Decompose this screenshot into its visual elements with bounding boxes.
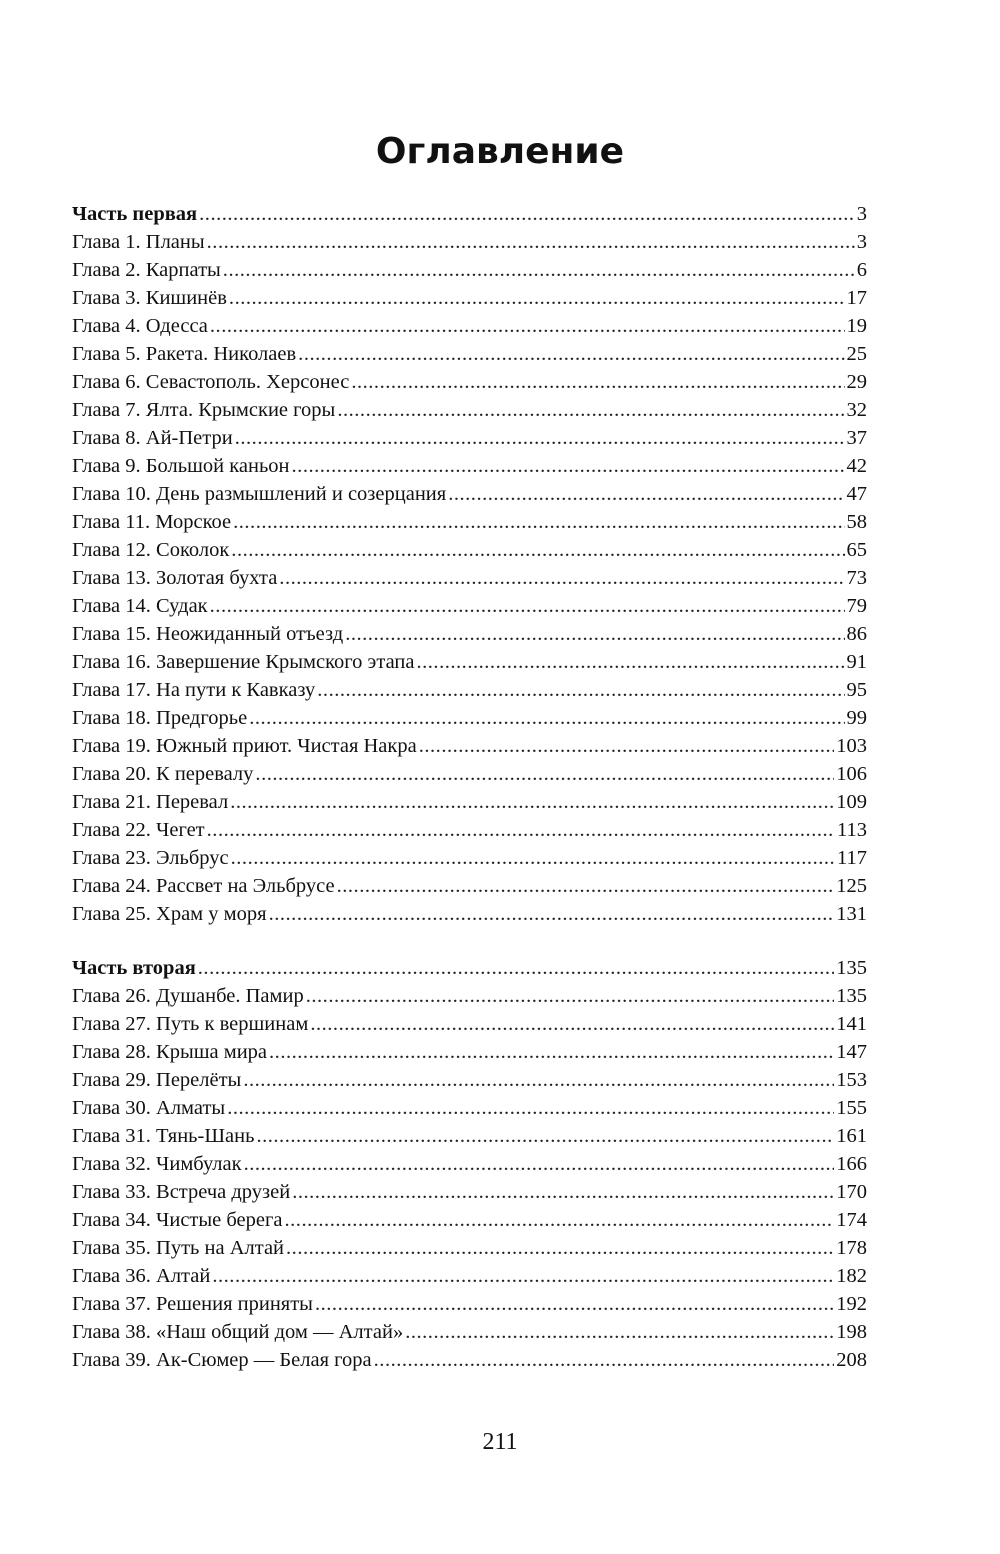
toc-entry[interactable] — [72, 1206, 867, 1234]
toc-entry[interactable] — [72, 620, 867, 648]
toc-entry-title: Глава 23. Эльбрус — [72, 847, 229, 869]
toc-part-heading[interactable] — [72, 200, 867, 228]
toc-entry[interactable] — [72, 1178, 867, 1206]
toc-part-heading[interactable] — [72, 954, 867, 982]
toc-entry-title: Глава 24. Рассвет на Эльбрусе — [72, 875, 335, 897]
dot-leader — [315, 1290, 834, 1318]
dot-leader — [199, 200, 855, 228]
toc-page-number: 91 — [846, 651, 867, 673]
toc-entry-title: Глава 34. Чистые берега — [72, 1209, 283, 1231]
toc-entry[interactable] — [72, 648, 867, 676]
toc-page-number: 79 — [846, 595, 867, 617]
dot-leader — [243, 1066, 834, 1094]
dot-leader — [223, 256, 855, 284]
toc-entry[interactable] — [72, 1234, 867, 1262]
toc-entry-title: Глава 16. Завершение Крымского этапа — [72, 651, 415, 673]
toc-page-number: 25 — [846, 343, 867, 365]
toc-entry[interactable] — [72, 284, 867, 312]
dot-leader — [231, 536, 844, 564]
toc-page-number: 95 — [846, 679, 867, 701]
section-spacer — [72, 928, 867, 954]
toc-entry-title: Глава 38. «Наш общий дом — Алтай» — [72, 1321, 404, 1343]
toc-entry[interactable] — [72, 1150, 867, 1178]
toc-entry-title: Глава 28. Крыша мира — [72, 1041, 268, 1063]
toc-entry-title: Глава 21. Перевал — [72, 791, 229, 813]
dot-leader — [306, 982, 835, 1010]
toc-page-number: 37 — [846, 427, 867, 449]
toc-page-number: 170 — [836, 1181, 867, 1203]
toc-entry-title: Глава 33. Встреча друзей — [72, 1181, 291, 1203]
toc-entry[interactable] — [72, 788, 867, 816]
toc-entry-title: Глава 20. К перевалу — [72, 763, 254, 785]
toc-entry[interactable] — [72, 1318, 867, 1346]
toc-entry[interactable] — [72, 872, 867, 900]
toc-page-number: 166 — [836, 1153, 867, 1175]
toc-page-number: 192 — [836, 1293, 867, 1315]
toc-entry[interactable] — [72, 424, 867, 452]
toc-entry[interactable] — [72, 1094, 867, 1122]
table-of-contents — [72, 200, 867, 1374]
toc-page-number: 106 — [836, 763, 867, 785]
toc-entry-title: Глава 15. Неожиданный отъезд — [72, 623, 344, 645]
toc-entry[interactable] — [72, 368, 867, 396]
dot-leader — [298, 340, 844, 368]
dot-leader — [405, 1318, 834, 1346]
toc-page-number: 73 — [846, 567, 867, 589]
dot-leader — [310, 1010, 834, 1038]
dot-leader — [337, 872, 835, 900]
toc-entry[interactable] — [72, 816, 867, 844]
toc-page-number: 147 — [836, 1041, 867, 1063]
dot-leader — [230, 788, 834, 816]
dot-leader — [269, 900, 835, 928]
dot-leader — [198, 954, 834, 982]
chapter-list — [72, 228, 867, 928]
toc-entry[interactable] — [72, 1262, 867, 1290]
toc-entry[interactable] — [72, 982, 867, 1010]
dot-leader — [416, 648, 844, 676]
dot-leader — [317, 676, 844, 704]
dot-leader — [351, 368, 844, 396]
toc-page-number: 17 — [846, 287, 867, 309]
toc-page-number: 86 — [846, 623, 867, 645]
toc-entry-title: Глава 18. Предгорье — [72, 707, 248, 729]
toc-entry-title: Глава 29. Перелёты — [72, 1069, 242, 1091]
toc-entry[interactable] — [72, 760, 867, 788]
dot-leader — [235, 424, 845, 452]
dot-leader — [448, 480, 844, 508]
toc-entry-title: Глава 17. На пути к Кавказу — [72, 679, 316, 701]
toc-page-number: 182 — [836, 1265, 867, 1287]
toc-page-number: 47 — [846, 483, 867, 505]
dot-leader — [279, 564, 844, 592]
toc-entry-title: Глава 11. Морское — [72, 511, 232, 533]
toc-entry-title: Глава 32. Чимбулак — [72, 1153, 242, 1175]
toc-entry-title: Глава 5. Ракета. Николаев — [72, 343, 297, 365]
toc-entry[interactable] — [72, 1122, 867, 1150]
toc-entry[interactable] — [72, 1038, 867, 1066]
dot-leader — [286, 1234, 834, 1262]
toc-part-label: Часть первая — [72, 203, 198, 225]
toc-page-number: 65 — [846, 539, 867, 561]
toc-entry-title: Глава 14. Судак — [72, 595, 208, 617]
dot-leader — [210, 592, 845, 620]
toc-page-number: 135 — [836, 985, 867, 1007]
toc-entry[interactable] — [72, 536, 867, 564]
toc-entry[interactable] — [72, 844, 867, 872]
toc-entry-title: Глава 30. Алматы — [72, 1097, 226, 1119]
toc-page-number: 6 — [856, 259, 867, 281]
toc-page-number: 208 — [836, 1349, 867, 1371]
dot-leader — [227, 1094, 834, 1122]
toc-page-number: 135 — [836, 957, 867, 979]
toc-entry[interactable] — [72, 704, 867, 732]
toc-page-number: 125 — [836, 875, 867, 897]
toc-page-number: 117 — [837, 847, 867, 869]
part-1-section — [72, 200, 867, 928]
toc-entry[interactable] — [72, 676, 867, 704]
toc-entry-title: Глава 7. Ялта. Крымские горы — [72, 399, 336, 421]
toc-entry-title: Глава 9. Большой каньон — [72, 455, 290, 477]
toc-entry-title: Глава 22. Чегет — [72, 819, 205, 841]
dot-leader — [249, 704, 844, 732]
toc-entry-title: Глава 39. Ак-Сюмер — Белая гора — [72, 1349, 372, 1371]
toc-entry-title: Глава 6. Севастополь. Херсонес — [72, 371, 350, 393]
dot-leader — [256, 1122, 834, 1150]
toc-page-number: 58 — [846, 511, 867, 533]
part-2-section — [72, 954, 867, 1374]
toc-entry[interactable] — [72, 1290, 867, 1318]
toc-entry-title: Глава 27. Путь к вершинам — [72, 1013, 309, 1035]
toc-page-number: 99 — [846, 707, 867, 729]
toc-entry[interactable] — [72, 1010, 867, 1038]
toc-page-number: 103 — [836, 735, 867, 757]
toc-entry-title: Глава 26. Душанбе. Памир — [72, 985, 304, 1007]
toc-page-number: 29 — [846, 371, 867, 393]
toc-entry-title: Глава 37. Решения приняты — [72, 1293, 313, 1315]
toc-entry-title: Глава 31. Тянь-Шань — [72, 1125, 255, 1147]
toc-page-number: 178 — [836, 1237, 867, 1259]
page-title: Оглавление — [375, 131, 625, 172]
dot-leader — [231, 844, 835, 872]
toc-entry[interactable] — [72, 256, 867, 284]
dot-leader — [207, 228, 855, 256]
toc-entry[interactable] — [72, 228, 867, 256]
dot-leader — [212, 1262, 834, 1290]
toc-entry-title: Глава 2. Карпаты — [72, 259, 221, 281]
toc-entry-title: Глава 10. День размышлений и созерцания — [72, 483, 447, 505]
toc-entry-title: Глава 4. Одесса — [72, 315, 208, 337]
toc-entry-title: Глава 13. Золотая бухта — [72, 567, 278, 589]
dot-leader — [345, 620, 844, 648]
toc-page-number: 153 — [836, 1069, 867, 1091]
dot-leader — [292, 1178, 834, 1206]
toc-entry[interactable] — [72, 564, 867, 592]
toc-entry[interactable] — [72, 452, 867, 480]
toc-page-number: 32 — [846, 399, 867, 421]
toc-entry[interactable] — [72, 396, 867, 424]
dot-leader — [229, 284, 845, 312]
dot-leader — [292, 452, 845, 480]
toc-entry[interactable] — [72, 340, 867, 368]
toc-entry-title: Глава 35. Путь на Алтай — [72, 1237, 285, 1259]
toc-page-number: 155 — [836, 1097, 867, 1119]
toc-page-number: 161 — [836, 1125, 867, 1147]
toc-page-number: 198 — [836, 1321, 867, 1343]
toc-entry[interactable] — [72, 312, 867, 340]
toc-entry[interactable] — [72, 480, 867, 508]
dot-leader — [374, 1346, 835, 1374]
dot-leader — [419, 732, 835, 760]
toc-page-number: 19 — [846, 315, 867, 337]
toc-entry[interactable] — [72, 732, 867, 760]
toc-entry-title: Глава 36. Алтай — [72, 1265, 211, 1287]
dot-leader — [244, 1150, 835, 1178]
toc-entry[interactable] — [72, 1066, 867, 1094]
toc-entry-title: Глава 12. Соколок — [72, 539, 230, 561]
toc-entry-title: Глава 19. Южный приют. Чистая Накра — [72, 735, 417, 757]
toc-entry[interactable] — [72, 900, 867, 928]
toc-entry-title: Глава 8. Ай-Петри — [72, 427, 233, 449]
toc-page-number: 141 — [836, 1013, 867, 1035]
toc-entry-title: Глава 25. Храм у моря — [72, 903, 267, 925]
dot-leader — [233, 508, 844, 536]
toc-entry-title: Глава 3. Кишинёв — [72, 287, 227, 309]
toc-page-number: 131 — [836, 903, 867, 925]
dot-leader — [210, 312, 845, 340]
toc-entry[interactable] — [72, 508, 867, 536]
toc-entry[interactable] — [72, 1346, 867, 1374]
dot-leader — [285, 1206, 835, 1234]
toc-page-number: 113 — [837, 819, 867, 841]
toc-entry[interactable] — [72, 592, 867, 620]
toc-page-number: 42 — [846, 455, 867, 477]
toc-part-label: Часть вторая — [72, 957, 196, 979]
toc-entry-title: Глава 1. Планы — [72, 231, 205, 253]
toc-page-number: 3 — [856, 203, 867, 225]
dot-leader — [269, 1038, 834, 1066]
dot-leader — [255, 760, 834, 788]
dot-leader — [337, 396, 844, 424]
page-number: 211 — [482, 1429, 518, 1455]
toc-page-number: 174 — [836, 1209, 867, 1231]
toc-page-number: 109 — [836, 791, 867, 813]
dot-leader — [207, 816, 835, 844]
chapter-list — [72, 982, 867, 1374]
toc-page-number: 3 — [856, 231, 867, 253]
